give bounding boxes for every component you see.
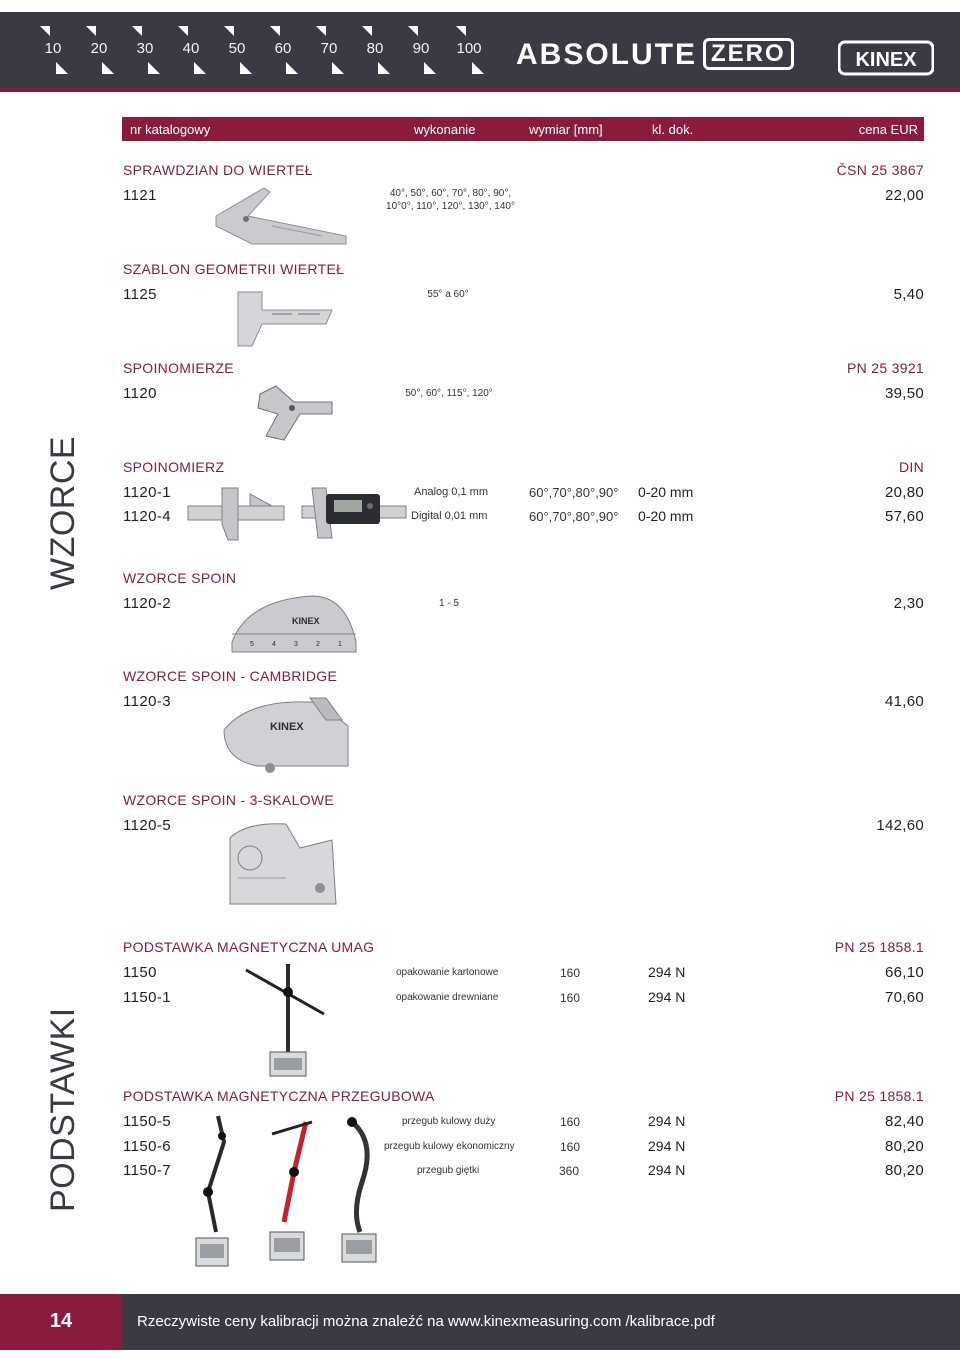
magnetic-force: 294 N: [648, 1113, 686, 1129]
section-standard: PN 25 1858.1: [834, 1088, 924, 1104]
scale-mark: 20: [76, 12, 122, 90]
drill-gauge-image: [212, 186, 352, 248]
price: 20,80: [884, 484, 924, 501]
flexible-stand-image: [332, 1112, 388, 1264]
side-label-podstawki: PODSTAWKI: [44, 1007, 82, 1212]
col-price: cena EUR: [858, 122, 918, 137]
section-title: WZORCE SPOIN - 3-SKALOWE: [123, 792, 334, 808]
magnetic-force: 294 N: [648, 989, 686, 1005]
catalog-number: 1150-6: [123, 1138, 171, 1155]
section-standard: DIN: [898, 459, 924, 475]
svg-text:3: 3: [294, 641, 298, 648]
product-description: Digital 0,01 mm: [411, 510, 488, 522]
col-catalog: nr katalogowy: [130, 122, 211, 137]
scale-mark: 60: [260, 12, 306, 90]
scale-mark: 30: [122, 12, 168, 90]
section-title: SPOINOMIERZE: [123, 360, 234, 376]
catalog-number: 1150-1: [123, 989, 171, 1006]
svg-text:KINEX: KINEX: [292, 616, 320, 626]
catalog-number: 1120: [123, 385, 157, 402]
price: 39,50: [884, 385, 924, 402]
scale-mark: 10: [30, 12, 76, 90]
dimension: 160: [560, 966, 581, 980]
section-title: PODSTAWKA MAGNETYCZNA PRZEGUBOWA: [123, 1088, 435, 1104]
scale-mark: 90: [398, 12, 444, 90]
section-title: WZORCE SPOIN - CAMBRIDGE: [123, 668, 338, 684]
section-standard: PN 25 3921: [847, 360, 924, 376]
drill-template-image: [232, 288, 338, 348]
scale-mark: 40: [168, 12, 214, 90]
magnetic-force: 294 N: [648, 1138, 686, 1154]
catalog-number: 1120-2: [123, 595, 171, 612]
section-title: SZABLON GEOMETRII WIERTEŁ: [123, 261, 345, 277]
product-description: przegub giętki: [417, 1165, 480, 1176]
product-description: Analog 0,1 mm: [414, 486, 488, 498]
col-class: kl. dok.: [652, 122, 694, 137]
brand-absolute-zero-logo: ABSOLUTE ZERO: [516, 38, 794, 72]
three-scale-gauge-image: [226, 818, 340, 908]
analog-weld-gauge-image: [180, 484, 290, 542]
price: 80,20: [884, 1162, 924, 1179]
catalog-number: 1121: [123, 187, 157, 204]
price: 66,10: [884, 964, 924, 981]
price: 142,60: [876, 817, 924, 834]
angles: 60°,70°,80°,90°: [529, 485, 619, 500]
price: 80,20: [884, 1138, 924, 1155]
catalog-number: 1150: [123, 964, 157, 981]
section-title: SPOINOMIERZ: [123, 459, 225, 475]
svg-text:KINEX: KINEX: [270, 721, 304, 733]
dimension: 160: [560, 1115, 581, 1129]
svg-text:5: 5: [250, 641, 254, 648]
dimension: 360: [559, 1164, 580, 1178]
price: 2,30: [893, 595, 924, 612]
angles: 60°,70°,80°,90°: [529, 509, 619, 524]
page-number: 14: [49, 1310, 73, 1332]
section-standard: ČSN 25 3867: [836, 162, 924, 178]
catalog-number: 1120-1: [123, 484, 171, 501]
scale-mark: 100: [446, 12, 492, 90]
magnetic-stand-umag-image: [240, 962, 330, 1078]
catalog-number: 1120-3: [123, 693, 171, 710]
svg-text:KINEX: KINEX: [855, 49, 917, 71]
catalog-number: 1150-7: [123, 1162, 171, 1179]
articulated-stand-large-image: [188, 1112, 238, 1268]
product-description: przegub kulowy duży: [402, 1116, 496, 1127]
weld-template-1-5-image: [228, 594, 358, 658]
catalog-number: 1125: [123, 286, 157, 303]
weld-gauge-image: [254, 384, 338, 442]
price: 5,40: [893, 286, 924, 303]
product-description: opakowanie drewniane: [396, 992, 499, 1003]
product-description: przegub kulowy ekonomiczny: [384, 1141, 515, 1152]
price: 70,60: [884, 989, 924, 1006]
product-description: 55° a 60°: [427, 289, 469, 300]
price: 57,60: [884, 508, 924, 525]
cambridge-gauge-image: [218, 696, 354, 774]
section-title: SPRAWDZIAN DO WIERTEŁ: [123, 162, 313, 178]
col-variant: wykonanie: [414, 122, 476, 137]
articulated-stand-economic-image: [262, 1112, 318, 1262]
section-title: WZORCE SPOIN: [123, 570, 237, 586]
digital-weld-gauge-image: [298, 482, 410, 542]
catalog-number: 1120-5: [123, 817, 171, 834]
kinex-logo: [838, 40, 934, 76]
dimension: 160: [560, 1140, 581, 1154]
header-accent-line: [0, 88, 960, 92]
dimension: 160: [560, 991, 581, 1005]
scale-mark: 80: [352, 12, 398, 90]
header-bar: [0, 12, 960, 90]
footer-note: Rzeczywiste ceny kalibracji można znaleźć na www.kinexmeasuring.com /kalibrace.pdf: [137, 1313, 715, 1330]
section-title: PODSTAWKA MAGNETYCZNA UMAG: [123, 939, 375, 955]
svg-text:1: 1: [338, 641, 342, 648]
product-description: opakowanie kartonowe: [396, 967, 499, 978]
section-standard: PN 25 1858.1: [834, 939, 924, 955]
price: 82,40: [884, 1113, 924, 1130]
product-description: 50°, 60°, 115°, 120°: [405, 388, 493, 399]
catalog-number: 1120-4: [123, 508, 171, 525]
product-description: 40°, 50°, 60°, 70°, 80°, 90°, 10°0°, 110°, 120°, 130°, 140°: [386, 188, 515, 212]
scale-mark: 70: [306, 12, 352, 90]
col-dimension: wymiar [mm]: [529, 122, 603, 137]
side-label-wzorce: WZORCE: [44, 435, 82, 590]
magnetic-force: 294 N: [648, 964, 686, 980]
catalog-number: 1150-5: [123, 1113, 171, 1130]
range: 0-20 mm: [638, 508, 694, 524]
product-description: 1 - 5: [438, 598, 459, 609]
price: 41,60: [884, 693, 924, 710]
price: 22,00: [884, 187, 924, 204]
table-header: [122, 117, 924, 141]
svg-text:2: 2: [316, 641, 320, 648]
svg-text:4: 4: [272, 641, 276, 648]
magnetic-force: 294 N: [648, 1162, 686, 1178]
range: 0-20 mm: [638, 484, 694, 500]
scale-mark: 50: [214, 12, 260, 90]
